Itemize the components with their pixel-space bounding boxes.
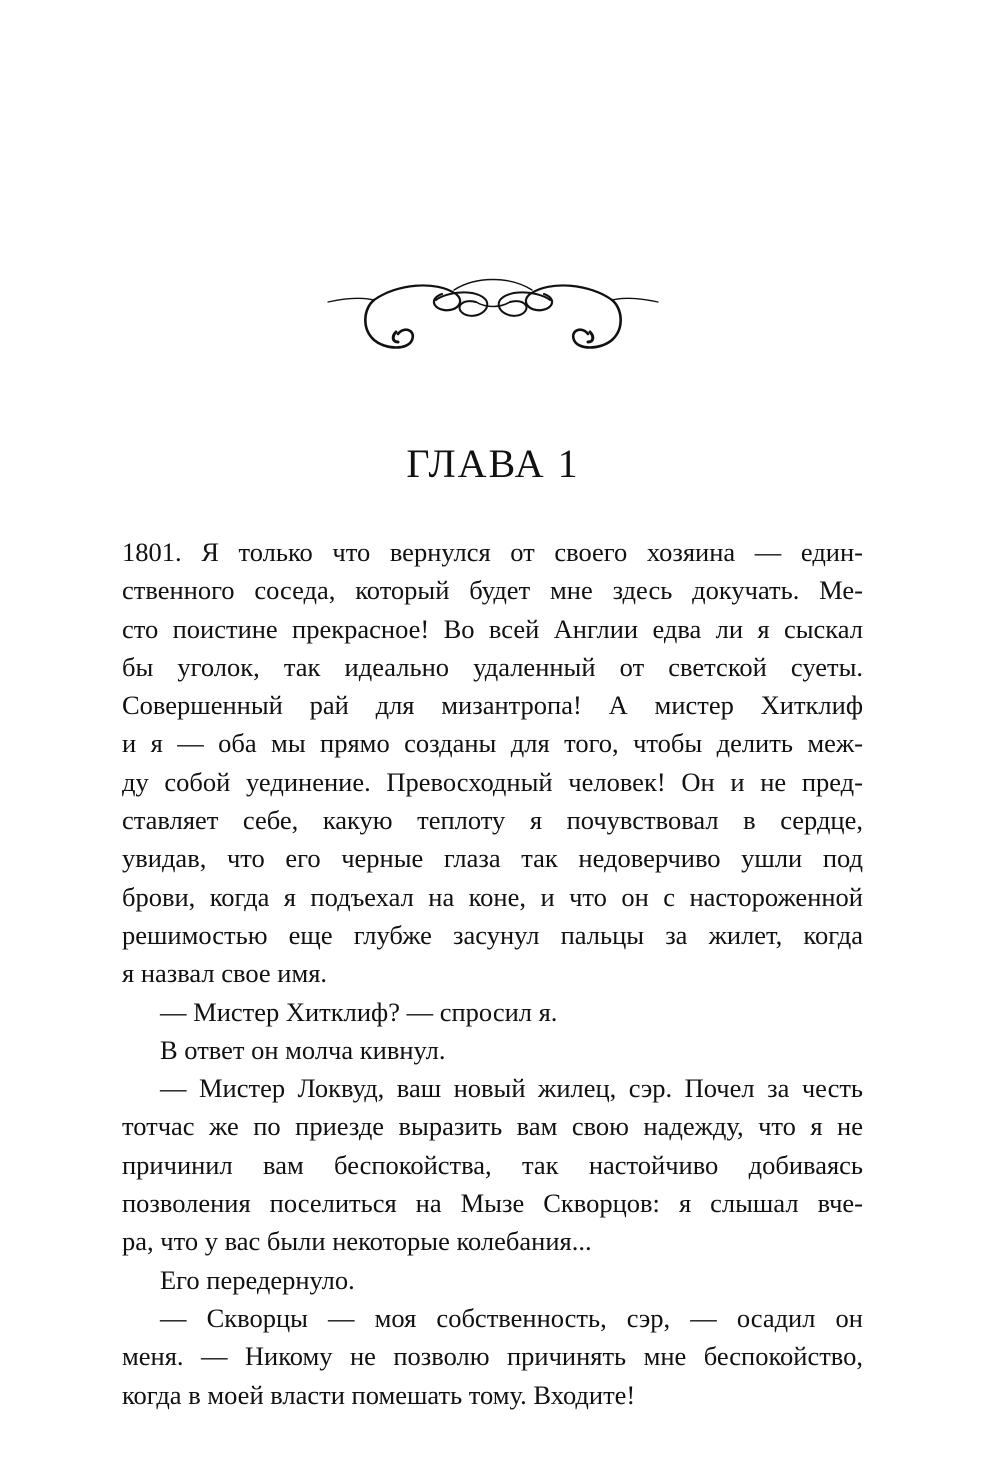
text-line: ственного соседа, который будет мне здесь докучать. Ме- xyxy=(122,575,863,606)
text-line: я назвал свое имя. xyxy=(122,958,328,989)
text-line: тотчас же по приезде выразить вам свою надежду, что я не xyxy=(122,1111,863,1142)
text-line: причинил вам беспокойства, так настойчиво добиваясь xyxy=(122,1149,863,1180)
text-line: брови, когда я подъехал на коне, и что он с настороженной xyxy=(122,881,863,912)
text-line: 1801. Я только что вернулся от своего хозяина — един- xyxy=(122,537,863,567)
text-line: Совершенный рай для мизантропа! А мистер Хитклиф xyxy=(122,690,863,721)
text-line: ду собой уединение. Превосходный человек! Он и не пред- xyxy=(122,766,863,797)
text-line: Его передернуло. xyxy=(160,1264,355,1295)
chapter-ornament xyxy=(326,270,660,360)
text-line: позволения поселиться на Мызе Скворцов: я слышал вче- xyxy=(122,1188,863,1219)
chapter-text xyxy=(122,533,863,1414)
text-line: бы уголок, так идеально удаленный от светской суеты. xyxy=(122,651,863,682)
text-line: когда в моей власти помешать тому. Входите! xyxy=(122,1379,636,1410)
text-line: ставляет себе, какую теплоту я почувствовал в сердце, xyxy=(122,805,863,836)
text-line: увидав, что его черные глаза так недоверчиво ушли под xyxy=(122,843,863,874)
text-line: меня. — Никому не позволю причинять мне беспокойство, xyxy=(122,1341,863,1372)
text-line: В ответ он молча кивнул. xyxy=(160,1034,446,1065)
text-line: — Мистер Локвуд, ваш новый жилец, сэр. Почел за честь xyxy=(160,1073,863,1104)
text-line: решимостью еще глубже засунул пальцы за жилет, когда xyxy=(122,919,863,950)
text-line: ра, что у вас были некоторые колебания... xyxy=(122,1226,592,1257)
text-line: и я — оба мы прямо созданы для того, чтобы делить меж- xyxy=(122,728,863,759)
text-line: сто поистине прекрасное! Во всей Англии едва ли я сыскал xyxy=(122,613,863,644)
chapter-title: ГЛАВА 1 xyxy=(406,441,580,486)
text-line: — Скворцы — моя собственность, сэр, — осадил он xyxy=(160,1302,863,1333)
text-line: — Мистер Хитклиф? — спросил я. xyxy=(160,996,558,1027)
